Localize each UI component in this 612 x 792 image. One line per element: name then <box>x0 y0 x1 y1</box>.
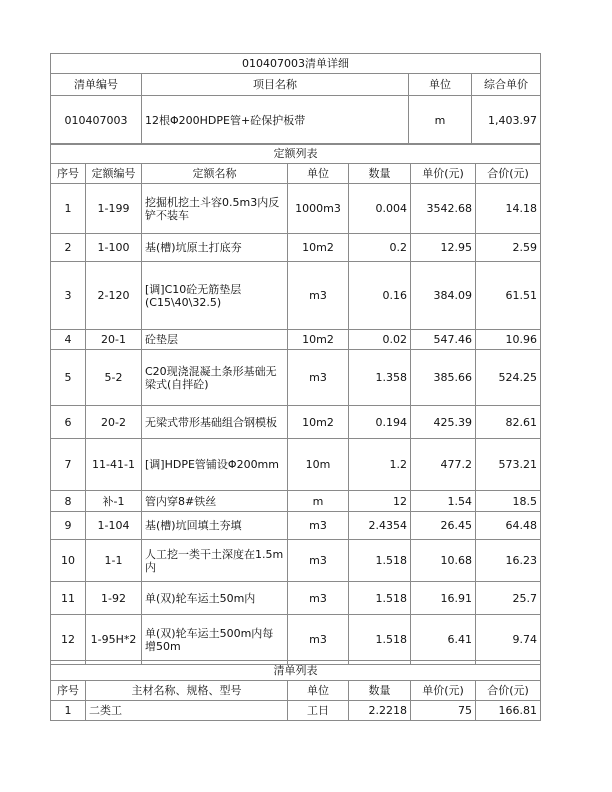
row-unit: 10m2 <box>288 406 349 439</box>
row-quota-code: 补-1 <box>86 491 142 512</box>
row-quota-code: 1-199 <box>86 184 142 234</box>
row-price: 425.39 <box>411 406 476 439</box>
row-total: 14.18 <box>476 184 541 234</box>
row-unit: m3 <box>288 350 349 406</box>
row-unit: m3 <box>288 262 349 330</box>
row-no: 4 <box>51 330 86 350</box>
row-quantity: 1.358 <box>349 350 411 406</box>
row-quota-code: 1-92 <box>86 582 142 615</box>
row-material-name: 二类工 <box>86 701 288 721</box>
col-unit: 单位 <box>288 681 349 701</box>
row-unit: m3 <box>288 582 349 615</box>
row-no: 3 <box>51 262 86 330</box>
row-total: 9.74 <box>476 615 541 665</box>
row-price: 3542.68 <box>411 184 476 234</box>
row-price: 26.45 <box>411 512 476 540</box>
table-row <box>51 350 541 406</box>
row-quota-code: 1-100 <box>86 234 142 262</box>
row-unit: m3 <box>288 615 349 665</box>
row-quantity: 1.518 <box>349 540 411 582</box>
bill-title: 010407003清单详细 <box>51 54 541 74</box>
item-unit-price: 1,403.97 <box>472 96 541 145</box>
row-no: 10 <box>51 540 86 582</box>
row-no: 7 <box>51 439 86 491</box>
col-quota-code: 定额编号 <box>86 164 142 184</box>
row-quantity: 0.004 <box>349 184 411 234</box>
table-row <box>51 262 541 330</box>
row-quota-name: 挖掘机挖土斗容0.5m3内反铲不装车 <box>142 184 288 234</box>
table-row <box>51 491 541 512</box>
row-no: 1 <box>51 701 86 721</box>
col-quantity: 数量 <box>349 164 411 184</box>
row-quota-name: 基(槽)坑回填土夯填 <box>142 512 288 540</box>
row-total: 16.23 <box>476 540 541 582</box>
row-quota-name: [调]C10砼无筋垫层(C15\40\32.5) <box>142 262 288 330</box>
table-row <box>51 234 541 262</box>
bill-code: 010407003 <box>51 96 142 145</box>
table-row <box>51 184 541 234</box>
row-unit: 10m <box>288 439 349 491</box>
col-no: 序号 <box>51 681 86 701</box>
row-quota-name: C20现浇混凝土条形基础无梁式(自拌砼) <box>142 350 288 406</box>
row-quota-name: 砼垫层 <box>142 330 288 350</box>
row-total: 10.96 <box>476 330 541 350</box>
row-unit: 1000m3 <box>288 184 349 234</box>
col-material-name: 主材名称、规格、型号 <box>86 681 288 701</box>
bill-header-table <box>50 53 541 145</box>
row-no: 5 <box>51 350 86 406</box>
table-row <box>51 330 541 350</box>
col-price: 单价(元) <box>411 681 476 701</box>
row-no: 9 <box>51 512 86 540</box>
row-quota-code: 2-120 <box>86 262 142 330</box>
col-quota-name: 定额名称 <box>142 164 288 184</box>
row-no: 1 <box>51 184 86 234</box>
col-total: 合价(元) <box>476 681 541 701</box>
row-quantity: 0.02 <box>349 330 411 350</box>
item-unit: m <box>409 96 472 145</box>
row-unit: m3 <box>288 540 349 582</box>
row-total: 18.5 <box>476 491 541 512</box>
row-quota-code: 20-2 <box>86 406 142 439</box>
row-price: 547.46 <box>411 330 476 350</box>
row-total: 25.7 <box>476 582 541 615</box>
row-quantity: 0.194 <box>349 406 411 439</box>
row-price: 477.2 <box>411 439 476 491</box>
row-total: 524.25 <box>476 350 541 406</box>
col-price: 单价(元) <box>411 164 476 184</box>
row-price: 6.41 <box>411 615 476 665</box>
row-quantity: 2.4354 <box>349 512 411 540</box>
row-total: 61.51 <box>476 262 541 330</box>
row-total: 166.81 <box>476 701 541 721</box>
row-no: 6 <box>51 406 86 439</box>
col-quantity: 数量 <box>349 681 411 701</box>
table-row <box>51 701 541 721</box>
row-quota-name: 单(双)轮车运土500m内每增50m <box>142 615 288 665</box>
row-price: 385.66 <box>411 350 476 406</box>
row-quota-name: [调]HDPE管铺设Φ200mm <box>142 439 288 491</box>
row-quota-name: 管内穿8#铁丝 <box>142 491 288 512</box>
row-quota-name: 无梁式带形基础组合钢模板 <box>142 406 288 439</box>
row-quota-name: 单(双)轮车运土50m内 <box>142 582 288 615</box>
row-quantity: 0.2 <box>349 234 411 262</box>
row-price: 12.95 <box>411 234 476 262</box>
row-quota-name: 基(槽)坑原土打底夯 <box>142 234 288 262</box>
table-row <box>51 439 541 491</box>
row-quota-code: 1-104 <box>86 512 142 540</box>
row-quantity: 1.518 <box>349 615 411 665</box>
col-unit: 单位 <box>288 164 349 184</box>
row-quantity: 1.518 <box>349 582 411 615</box>
row-price: 75 <box>411 701 476 721</box>
row-quota-code: 5-2 <box>86 350 142 406</box>
row-total: 2.59 <box>476 234 541 262</box>
col-no: 序号 <box>51 164 86 184</box>
table-row <box>51 406 541 439</box>
col-unit-price: 综合单价 <box>472 74 541 96</box>
col-total: 合价(元) <box>476 164 541 184</box>
table-row <box>51 615 541 665</box>
row-quantity: 12 <box>349 491 411 512</box>
row-unit: 10m2 <box>288 330 349 350</box>
row-price: 16.91 <box>411 582 476 615</box>
row-quota-code: 20-1 <box>86 330 142 350</box>
row-price: 384.09 <box>411 262 476 330</box>
quota-table <box>50 143 541 665</box>
table-row <box>51 582 541 615</box>
item-name: 12根Φ200HDPE管+砼保护板带 <box>142 96 409 145</box>
row-quota-name: 人工挖一类干土深度在1.5m内 <box>142 540 288 582</box>
row-quantity: 1.2 <box>349 439 411 491</box>
row-unit: m3 <box>288 512 349 540</box>
materials-table <box>50 660 541 721</box>
row-quota-code: 1-95H*2 <box>86 615 142 665</box>
row-quantity: 0.16 <box>349 262 411 330</box>
quota-section-title: 定额列表 <box>51 144 541 164</box>
row-no: 8 <box>51 491 86 512</box>
row-total: 64.48 <box>476 512 541 540</box>
row-no: 12 <box>51 615 86 665</box>
col-unit: 单位 <box>409 74 472 96</box>
row-price: 1.54 <box>411 491 476 512</box>
table-row <box>51 512 541 540</box>
row-total: 82.61 <box>476 406 541 439</box>
row-total: 573.21 <box>476 439 541 491</box>
col-item-name: 项目名称 <box>142 74 409 96</box>
row-price: 10.68 <box>411 540 476 582</box>
row-no: 2 <box>51 234 86 262</box>
materials-section-title: 清单列表 <box>51 661 541 681</box>
row-unit: 工日 <box>288 701 349 721</box>
table-row <box>51 540 541 582</box>
col-bill-code: 清单编号 <box>51 74 142 96</box>
row-unit: m <box>288 491 349 512</box>
row-quota-code: 11-41-1 <box>86 439 142 491</box>
row-unit: 10m2 <box>288 234 349 262</box>
row-quantity: 2.2218 <box>349 701 411 721</box>
row-quota-code: 1-1 <box>86 540 142 582</box>
row-no: 11 <box>51 582 86 615</box>
